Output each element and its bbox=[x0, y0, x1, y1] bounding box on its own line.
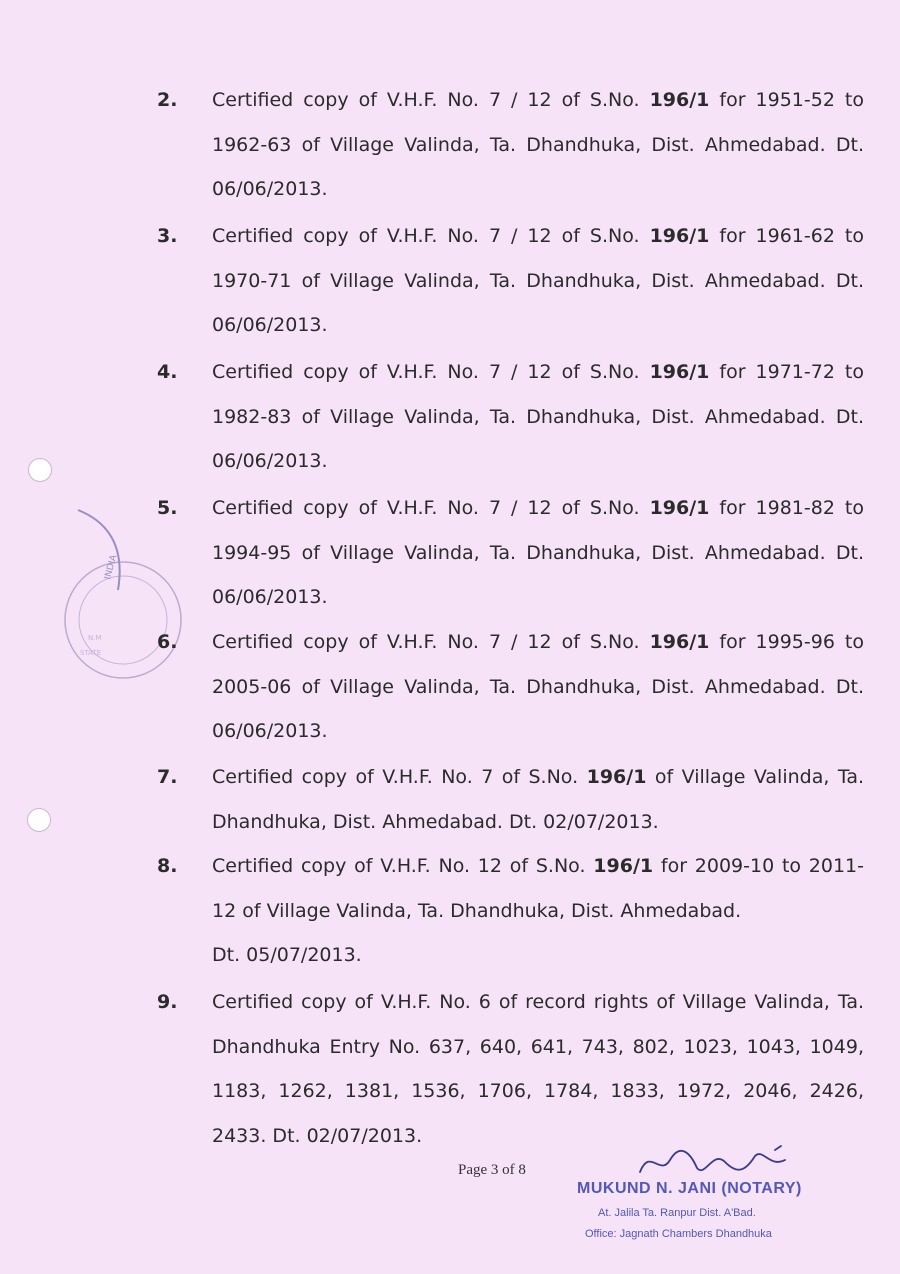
item-number: 7. bbox=[157, 766, 178, 788]
item-text: Certified copy of V.H.F. No. 6 of record rights of Village Valinda, Ta. Dhandhuka Entry No. 637, 640, 641, 743, 802, 1023, 1043, 1049, 1183, 1262, 1381, 1536, 1706, 1784, 1833, 1972, 2046, 2426, 2433. Dt. 02/07/2013. bbox=[212, 991, 864, 1147]
item-text: Certified copy of V.H.F. No. 7 / 12 of S.No. 196/1 for 1981-82 to 1994-95 of Village Valinda, Ta. Dhandhuka, Dist. Ahmedabad. Dt. 06/06/2013. bbox=[212, 497, 864, 608]
svg-text:INDIA: INDIA bbox=[103, 553, 120, 581]
item-text: Certified copy of V.H.F. No. 7 of S.No. 196/1 of Village Valinda, Ta. Dhandhuka, Dist. Ahmedabad. Dt. 02/07/2013. bbox=[212, 766, 864, 833]
notary-name: MUKUND N. JANI (NOTARY) bbox=[577, 1180, 802, 1197]
svg-text:STATE: STATE bbox=[80, 649, 102, 657]
item-text: Certified copy of V.H.F. No. 12 of S.No. 196/1 for 2009-10 to 2011-12 of Village Valinda, Ta. Dhandhuka, Dist. Ahmedabad. Dt. 05/07/2013. bbox=[212, 855, 864, 966]
signature-image bbox=[635, 1142, 805, 1182]
seal-image bbox=[58, 500, 188, 710]
item-number: 3. bbox=[157, 225, 178, 247]
item-number: 4. bbox=[157, 361, 178, 383]
item-text: Certified copy of V.H.F. No. 7 / 12 of S.No. 196/1 for 1995-96 to 2005-06 of Village Valinda, Ta. Dhandhuka, Dist. Ahmedabad. Dt. 06/06/2013. bbox=[212, 631, 864, 742]
item-text: Certified copy of V.H.F. No. 7 / 12 of S.No. 196/1 for 1961-62 to 1970-71 of Village Valinda, Ta. Dhandhuka, Dist. Ahmedabad. Dt. 06/06/2013. bbox=[212, 225, 864, 336]
svg-text:N.M: N.M bbox=[88, 634, 102, 642]
notary-stamp bbox=[565, 1140, 835, 1250]
item-number: 6. bbox=[157, 631, 178, 653]
item-number: 9. bbox=[157, 991, 178, 1013]
page-number: Page 3 of 8 bbox=[458, 1162, 526, 1178]
notary-office: Office: Jagnath Chambers Dhandhuka bbox=[585, 1228, 772, 1240]
item-number: 8. bbox=[157, 855, 178, 877]
punch-hole-top bbox=[28, 458, 52, 482]
punch-hole-bottom bbox=[27, 808, 51, 832]
notary-address: At. Jalila Ta. Ranpur Dist. A'Bad. bbox=[598, 1207, 756, 1219]
item-text: Certified copy of V.H.F. No. 7 / 12 of S.No. 196/1 for 1971-72 to 1982-83 of Village Valinda, Ta. Dhandhuka, Dist. Ahmedabad. Dt. 06/06/2013. bbox=[212, 361, 864, 472]
item-number: 5. bbox=[157, 497, 178, 519]
item-text: Certified copy of V.H.F. No. 7 / 12 of S.No. 196/1 for 1951-52 to 1962-63 of Village Valinda, Ta. Dhandhuka, Dist. Ahmedabad. Dt. 06/06/2013. bbox=[212, 89, 864, 200]
item-number: 2. bbox=[157, 89, 178, 111]
